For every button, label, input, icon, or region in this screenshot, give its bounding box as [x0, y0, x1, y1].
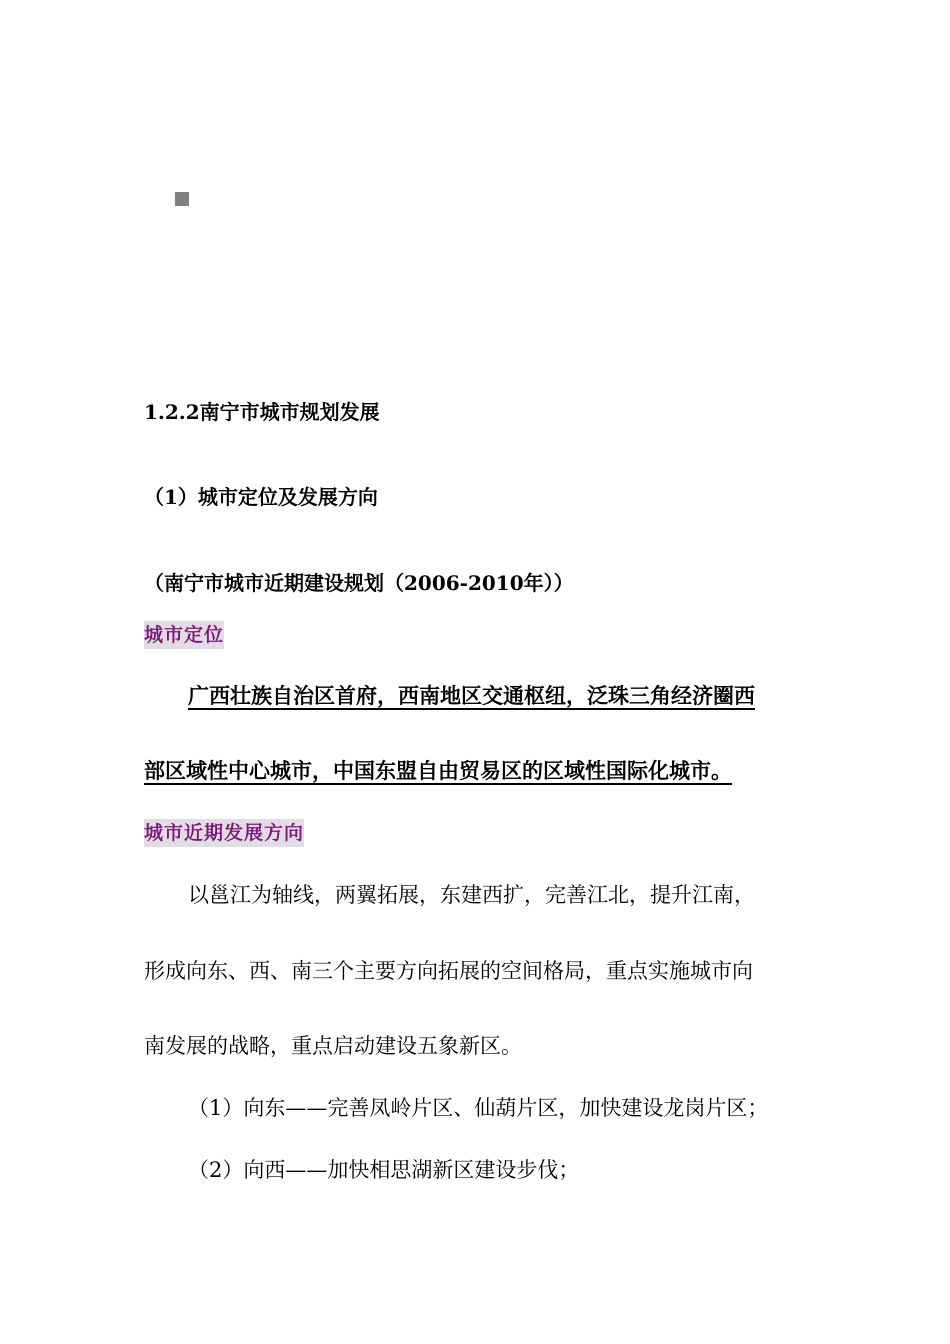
direction-line-1: 以邕江为轴线，两翼拓展，东建西扩，完善江北，提升江南，: [188, 883, 755, 907]
square-bullet-icon: [175, 192, 189, 206]
direction-line-2: 形成向东、西、南三个主要方向拓展的空间格局，重点实施城市向: [144, 959, 753, 983]
direction-line-3: 南发展的战略，重点启动建设五象新区。: [144, 1034, 522, 1058]
source-note: （南宁市城市近期建设规划（2006-2010年））: [144, 571, 574, 595]
positioning-line-1: 广西壮族自治区首府，西南地区交通枢纽，泛珠三角经济圈西: [188, 683, 755, 708]
section-heading: 1.2.2南宁市城市规划发展: [144, 400, 380, 424]
positioning-line-2: 部区域性中心城市，中国东盟自由贸易区的区域性国际化城市。: [144, 758, 732, 783]
subsection-heading: （1）城市定位及发展方向: [144, 485, 378, 509]
positioning-label: 城市定位: [144, 621, 224, 649]
direction-label: 城市近期发展方向: [144, 819, 304, 847]
direction-item-2: （2）向西——加快相思湖新区建设步伐；: [188, 1158, 580, 1182]
direction-item-1: （1）向东——完善凤岭片区、仙葫片区，加快建设龙岗片区；: [188, 1096, 769, 1120]
